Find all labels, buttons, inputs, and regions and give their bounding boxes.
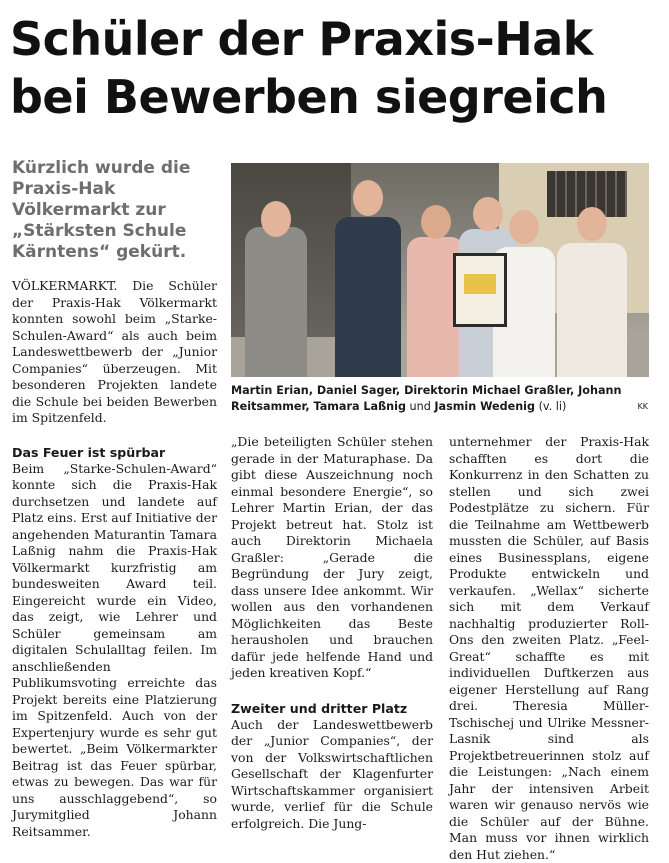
- section-heading-platz: Zweiter und dritter Platz: [231, 700, 408, 716]
- article-headline: Schüler der Praxis-Hak bei Bewerben siegreich: [10, 12, 608, 124]
- article-lede: Kürzlich wurde die Praxis-Hak Völkermarkt zur „Stärksten Schule Kärntens“ gekürt.: [12, 158, 191, 262]
- article-photo: [231, 163, 649, 377]
- photo-credit: KK: [637, 402, 648, 411]
- column-1: [12, 278, 217, 840]
- caption-last-name: Jasmin Wedenig: [434, 400, 536, 413]
- intro-paragraph: VÖLKERMARKT. Die Schüler der Praxis-Hak Völkermarkt konnten sowohl beim „Starke-Schulen-Award“ als auch beim Landeswettbewerb der „Junior Companies“ überzeugen. Mit besonderen Projekten landete die Schule bei beiden Bewerben im Spitzenfeld.: [12, 278, 217, 425]
- photo-person-2: [335, 172, 401, 377]
- section-feuer-text: Beim „Starke-Schulen-Award“ konnte sich die Praxis-Hak durchsetzen und landete auf Platz eins. Erst auf Initiative der angehenden Maturantin Tamara Laßnig nahm die Praxis-Hak Völkermarkt kurzfristig am bundesweiten Award teil. Eingereicht wurde ein Video, das zeigt, wie Lehrer und Schüler gemeinsam am digitalen Schulalltag feilen. Im anschließenden Publikumsvoting erreichte das Projekt bereits eine Platzierung im Spitzenfeld. Auch von der Expertenjury wurde es sehr gut bewertet. „Beim Völkermarkter Beitrag ist das Feuer spürbar, etwas zu bewegen. Das war für uns ausschlaggebend“, so Jurymitglied Johann Reitsammer.: [12, 460, 217, 839]
- photo-caption: [231, 383, 649, 415]
- column-3-text: unternehmer der Praxis-Hak schafften es dort die Konkurrenz in den Schatten zu stellen und sich zwei Podestplätze zu sichern. Für die Teilnahme am Wettbewerb mussten die Schüler, auf Basis eines Businessplans, eigene Produkte entwickeln und verkaufen. „Wellax“ sicherte sich mit dem Verkauf nachhaltig produzierter Roll-Ons den zweiten Platz. „Feel-Great“ schaffte es mit individuellen Duftkerzen aus eigener Herstellung auf Rang drei. Theresia Müller-Tschischej und Ulrike Messner-Lasnik sind als Projektbetreuerinnen stolz auf die Leistungen: „Nach einem Jahr der intensiven Arbeit waren wir genauso nervös wie die Schüler auf der Bühne. Man muss vor ihnen wirklich den Hut ziehen.“: [449, 434, 649, 862]
- photo-certificate: [453, 253, 507, 327]
- photo-person-1: [245, 187, 307, 377]
- caption-and: und: [405, 400, 435, 413]
- column-3: [449, 434, 649, 863]
- photo-person-6: [557, 197, 627, 377]
- section-heading-feuer: Das Feuer ist spürbar: [12, 444, 166, 460]
- column-2: [231, 434, 433, 832]
- caption-names: Martin Erian, Daniel Sager, Direktorin Michael Graßler, Johann Reitsammer, Tamara Laßnig: [231, 384, 622, 413]
- section-platz-text: Auch der Landeswettbewerb der „Junior Companies“, der von der Volkswirtschaftlichen Gesellschaft der Klagenfurter Wirtschaftskammer organisiert wurde, verlief für die Schule erfolgreich. Die Jung-: [231, 716, 433, 831]
- column-2-text: „Die beteiligten Schüler stehen gerade in der Maturaphase. Da gibt diese Auszeichnung noch einmal besondere Energie“, so Lehrer Martin Erian, der das Projekt betreut hat. Stolz ist auch Direktorin Michaela Graßler: „Gerade die Begründung der Jury zeigt, dass unsere Idee ankommt. Wir wollen aus den vorhandenen Möglichkeiten das Beste herausholen und brauchen dafür jede helfende Hand und jeden kreativen Kopf.“: [231, 434, 433, 680]
- caption-suffix: (v. li): [535, 400, 567, 413]
